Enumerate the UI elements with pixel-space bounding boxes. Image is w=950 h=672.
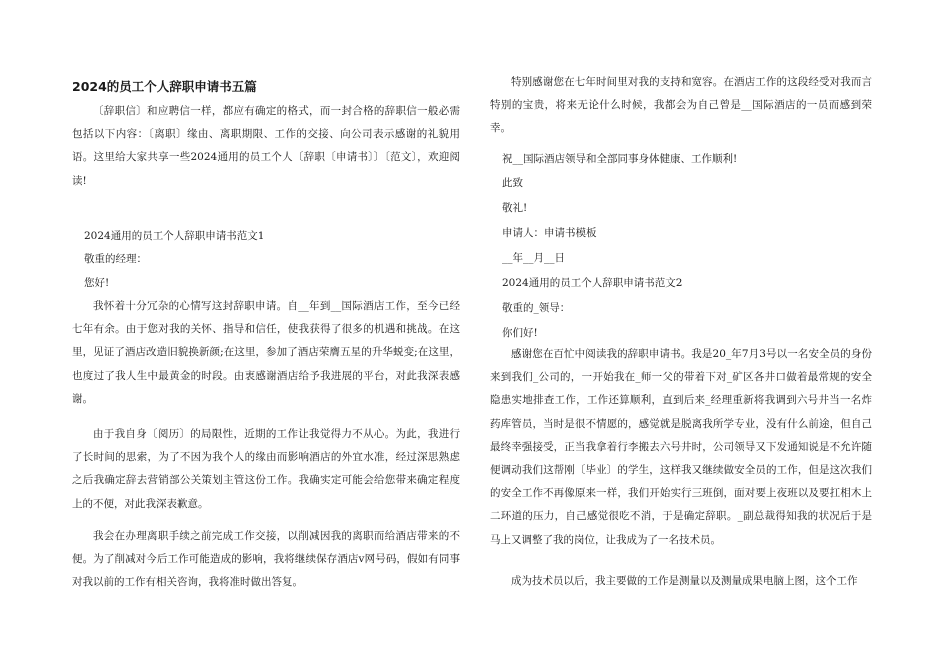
closing-jingli: 敬礼! [502,202,528,214]
date-line: __年__月__日 [502,252,565,264]
intro-paragraph: 〔辞职信〕和应聘信一样，都应有确定的格式，而一封合格的辞职信一般必需包括以下内容：〔离职〕缘由、离职期限、工作的交接、向公司表示感谢的礼貌用语。这里给大家共享一些2024通用的员工个人〔辞职〔申请书〕〕〔范文〕，欢迎阅读! [72,105,460,187]
closing-cizhi: 此致 [502,177,523,189]
wish-line: 祝__国际酒店领导和全部同事身体健康、工作顺利! [502,153,738,165]
body-paragraph-6: 成为技术员以后，我主要做的工作是测量以及测量成果电脑上图，这个工作 [511,575,858,587]
sample1-title: 2024通用的员工个人辞职申请书范文1 [84,230,265,242]
sample2-title: 2024通用的员工个人辞职申请书范文2 [502,277,683,289]
body-paragraph-5: 感谢您在百忙中阅读我的辞职申请书。我是20_年7月3号以一名安全员的身份来到我们_公司的，一开始我在_师一父的带着下对_矿区各井口做着最常规的安全隐患实地排查工作，工作还算顺利，直到后来_经理重新将我调到六号井当一名炸药库管员，当时是很不情愿的，感觉就是脱离我所学专业，没有什么前途，但自己最终幸强接受，正当我拿着行李搬去六号井时，公司领导又下发通知说是不允许随便调动我们这帮刚〔毕业〕的学生，这样我又继续做安全员的工作，但是这次我们的安全工作不再像原来一样，我们开始实行三班倒，面对要上夜班以及要扛相木上二环道的压力，自己感觉很吃不消，于是确定辞职。_副总裁得知我的状况后于是马上又调整了我的岗位，让我成为了一名技术员。 [490,348,872,546]
hello-line: 您好! [84,277,110,289]
greeting-line: 敬重的经理： [84,253,147,265]
body-paragraph-4: 特别感谢您在七年时间里对我的支持和宽容。在酒店工作的这段经受对我而言特别的宝贵，将来无论什么时候，我都会为自己曾是__国际酒店的一员而感到荣幸。 [490,76,872,135]
body-paragraph-3: 我会在办理离职手续之前完成工作交接，以削减因我的离职而给酒店带来的不便。为了削减对今后工作可能造成的影响，我将继续保存酒店v网号码，假如有同事对我以前的工作有相关咨询，我将准时做出答复。 [72,530,460,589]
body-paragraph-2: 由于我自身〔阅历〕的局限性，近期的工作让我觉得力不从心。为此，我进行了长时间的思索，为了不因为我个人的缘由而影响酒店的外宜水准，经过深思熟虑之后我确定辞去营销部公关策划主管这份工作。我确实定可能会给您带来确定程度上的不便，对此我深表歉意。 [72,428,460,510]
applicant-line: 申请人：申请书模板 [502,227,597,239]
body-paragraph-1: 我怀着十分冗杂的心情写这封辞职申请。自__年到__国际酒店工作，至今已经七年有余。由于您对我的关怀、指导和信任，使我获得了很多的机遇和挑战。在这里，见证了酒店改造旧貌换新颜;在这里，参加了酒店荣膺五星的升华蜕变;在这里，也度过了我人生中最黄金的时段。由衷感谢酒店给予我进展的平台，对此我深表感谢。 [72,300,460,405]
hello2-line: 你们好! [502,327,538,339]
greeting2-line: 敬重的_领导： [502,302,571,314]
document-title: 2024的员工个人辞职申请书五篇 [72,79,257,94]
